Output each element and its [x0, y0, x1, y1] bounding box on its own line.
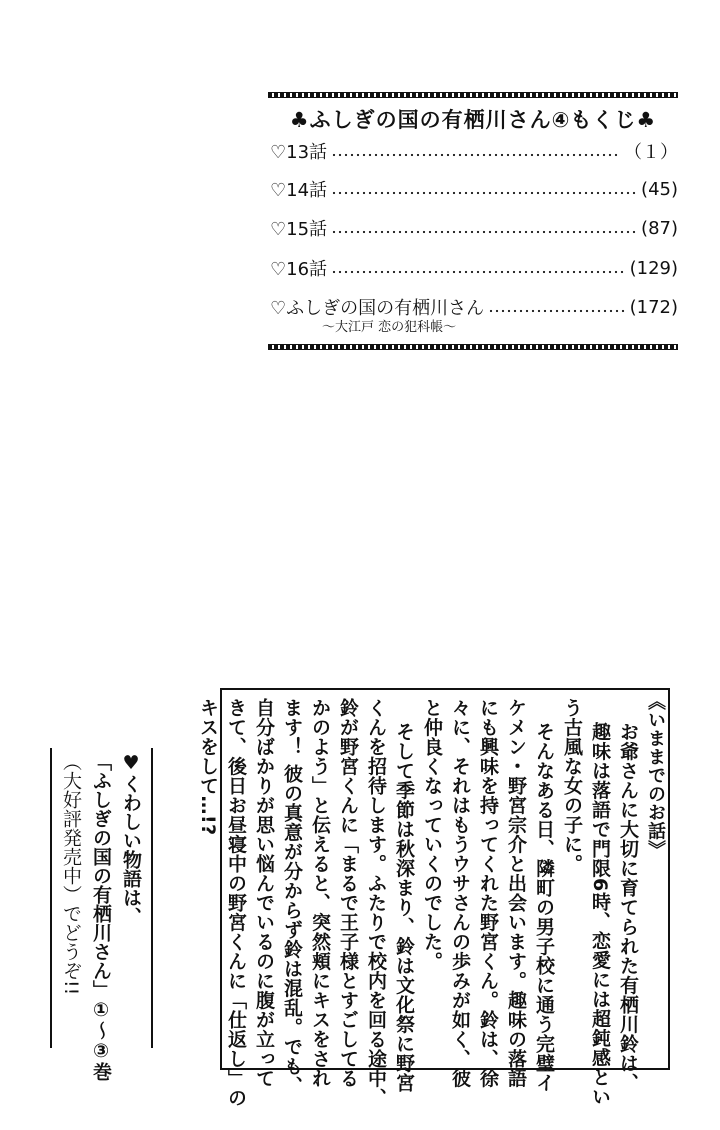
summary-line: かのよう」と伝えると、突然頬にキスをされ	[309, 698, 331, 1088]
summary-heading: 《いままでのお話》	[645, 692, 666, 859]
toc-top-rule	[268, 92, 678, 98]
note-line: （大好評発売中）でどうぞ!!	[60, 752, 82, 996]
toc-title: ♣ふしぎの国の有栖川さん④もくじ♣	[289, 108, 657, 132]
summary-line: う古風な女の子に。	[561, 698, 583, 874]
toc-entry-page: (87)	[641, 217, 678, 239]
dot-leader	[331, 270, 626, 274]
toc-entry-page: (129)	[629, 257, 678, 279]
toc-entry[interactable]	[270, 174, 678, 204]
summary-line: くんを招待します。ふたりで校内を回る途中、	[365, 698, 387, 1108]
toc-bottom-rule	[268, 344, 678, 350]
summary-line: 趣味は落語で門限6時、恋愛には超鈍感とい	[589, 722, 611, 1107]
toc-entry-label: ♡15話	[270, 219, 328, 240]
summary-line: 自分ばかりが思い悩んでいるのに腹が立って	[253, 698, 275, 1088]
toc-entry-label: ♡ふしぎの国の有栖川さん	[270, 298, 485, 319]
toc-entry-subtitle: 〜大江戸 恋の犯科帳〜	[322, 320, 457, 335]
dot-leader	[331, 191, 637, 195]
note-rule-left	[50, 748, 52, 1048]
table-of-contents	[268, 92, 678, 350]
toc-entry-label: ♡14話	[270, 180, 328, 201]
summary-line: お爺さんに大切に育てられた有栖川鈴は、	[617, 722, 639, 1093]
summary-line: 々に、それはもうウサさんの歩みが如く、彼	[449, 698, 471, 1088]
summary-line: ケメン・野宮宗介と出会います。趣味の落語	[505, 698, 527, 1088]
summary-line: きて、後日お昼寝中の野宮くんに「仕返し」の	[225, 698, 247, 1108]
toc-entry-page: (45)	[641, 178, 678, 200]
toc-entry-page: （１）	[624, 142, 678, 163]
toc-entry[interactable]	[270, 136, 678, 166]
toc-entry-label: ♡13話	[270, 142, 328, 163]
dot-leader	[488, 309, 625, 313]
summary-line: 鈴が野宮くんに「まるで王子様とすごしてる	[337, 698, 359, 1088]
toc-entry[interactable]	[270, 253, 678, 283]
summary-line: にも興味を持ってくれた野宮くん。鈴は、徐	[477, 698, 499, 1088]
summary-line: キスをして…!?	[197, 698, 219, 836]
toc-entry-page: (172)	[629, 296, 678, 318]
summary-line: ます！ 彼の真意が分からず鈴は混乱。でも、	[281, 698, 303, 1096]
note-line: ♥くわしい物語は、	[120, 752, 142, 926]
toc-entry[interactable]	[270, 213, 678, 243]
dot-leader	[331, 230, 637, 234]
summary-line: と仲良くなっていくのでした。	[421, 698, 443, 971]
note-rule-right	[151, 748, 153, 1048]
dot-leader	[331, 153, 620, 157]
summary-line: そして季節は秋深まり、鈴は文化祭に野宮	[393, 722, 415, 1093]
summary-line: そんなある日、隣町の男子校に通う完璧イ	[533, 722, 555, 1093]
toc-entry-label: ♡16話	[270, 259, 328, 280]
note-line: 「ふしぎの国の有栖川さん」①〜③巻	[90, 752, 112, 1081]
